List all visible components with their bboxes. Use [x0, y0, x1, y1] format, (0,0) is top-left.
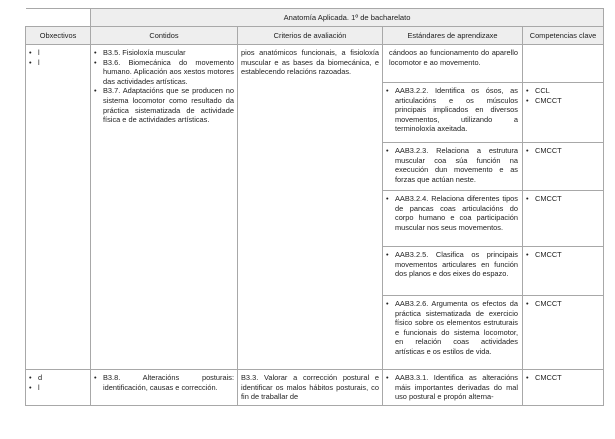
standard-text: • AAB3.2.4. Relaciona diferentes tipos de pancas coas articulacións do corpo humano e coa participación muscular nos seus movementos. — [386, 194, 518, 232]
column-header-criteria: Criterios de avaliación — [238, 27, 383, 45]
standard-text: • AAB3.2.2. Identifica os ósos, as articulacións e os músculos principais implicados en diversos movementos, utilizando a terminoloxía axeitada. — [386, 86, 518, 134]
objective-item: • d — [29, 373, 87, 383]
contents-cell — [91, 370, 238, 406]
criteria-text: pios anatómicos funcionais, a fisioloxía muscular e as bases da biomecánica, e establecendo relacións razoadas. — [241, 48, 379, 77]
title-blank-cell — [26, 9, 91, 27]
competence-item: • CMCCT — [526, 373, 600, 383]
competences-cell — [523, 370, 604, 406]
competences-cell — [523, 83, 604, 143]
column-header-standards: Estándares de aprendizaxe — [383, 27, 523, 45]
competences-cell — [523, 45, 604, 83]
standard-cell — [383, 247, 523, 296]
objectives-cell — [26, 370, 91, 406]
standard-cell — [383, 296, 523, 370]
standard-text: cándoos ao funcionamento do aparello locomotor e ao movemento. — [389, 48, 518, 67]
criteria-text: B3.3. Valorar a corrección postural e identificar os malos hábitos posturais, co fin de traballar de — [241, 373, 379, 402]
standard-text: • AAB3.3.1. Identifica as alteracións máis importantes derivadas do mal uso postural e propón alterna- — [386, 373, 518, 402]
competence-item: • CMCCT — [526, 146, 600, 156]
column-header-competences: Competencias clave — [523, 27, 604, 45]
objective-item: • l — [29, 383, 87, 393]
criteria-cell — [238, 45, 383, 370]
column-header-contents: Contidos — [91, 27, 238, 45]
column-header-objectives: Obxectivos — [26, 27, 91, 45]
standard-text: • AAB3.2.3. Relaciona a estrutura muscular coa súa función na execución dun movemento e as forzas que actúan neste. — [386, 146, 518, 184]
contents-cell — [91, 45, 238, 370]
competence-item: • CMCCT — [526, 96, 600, 106]
standard-text: • AAB3.2.6. Argumenta os efectos da práctica sistematizada de exercicio físico sobre os elementos estruturais e funcionais do sistema locomotor, en relación coas actividades artísticas e os estilos de vida. — [386, 299, 518, 357]
subject-title: Anatomía Aplicada. 1º de bacharelato — [91, 9, 604, 27]
curriculum-table — [25, 8, 604, 406]
standard-cell — [383, 45, 523, 83]
competence-item: • CMCCT — [526, 194, 600, 204]
standard-text: • AAB3.2.5. Clasifica os principais movementos articulares en función dos planos e dos eixes do espazo. — [386, 250, 518, 279]
objectives-cell — [26, 45, 91, 370]
competences-cell — [523, 143, 604, 191]
competences-cell — [523, 191, 604, 247]
content-item: • B3.6. Biomecánica do movemento humano. Aplicación aos xestos motores das actividades artísticas. — [94, 58, 234, 87]
standard-cell — [383, 191, 523, 247]
criteria-cell — [238, 370, 383, 406]
content-item: • B3.5. Fisioloxía muscular — [94, 48, 234, 58]
competence-item: • CMCCT — [526, 299, 600, 309]
standard-cell — [383, 370, 523, 406]
competence-item: • CMCCT — [526, 250, 600, 260]
competences-cell — [523, 296, 604, 370]
standard-cell — [383, 83, 523, 143]
competence-item: • CCL — [526, 86, 600, 96]
objective-item: • l — [29, 48, 87, 58]
standard-cell — [383, 143, 523, 191]
content-item: • B3.8. Alteracións posturais: identificación, causas e corrección. — [94, 373, 234, 392]
content-item: • B3.7. Adaptacións que se producen no sistema locomotor como resultado da práctica sistematizada de actividade física e de actividades artísticas. — [94, 86, 234, 124]
objective-item: • l — [29, 58, 87, 68]
competences-cell — [523, 247, 604, 296]
